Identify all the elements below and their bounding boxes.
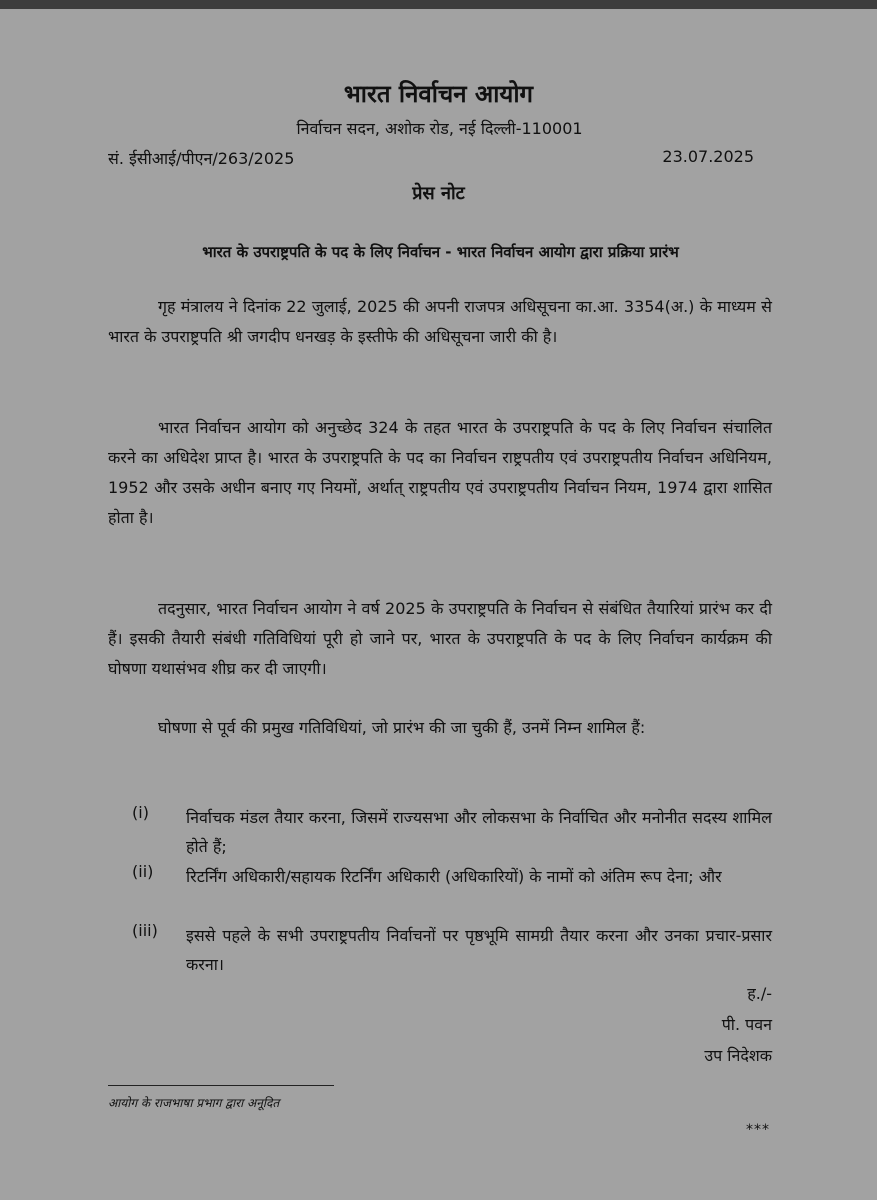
list-item-text: इससे पहले के सभी उपराष्ट्रपतीय निर्वाचनों पर पृष्ठभूमि सामग्री तैयार करना और उनका प्रचार-प्रसार करना। xyxy=(186,926,772,974)
list-item-text: रिटर्निंग अधिकारी/सहायक रिटर्निंग अधिकारी (अधिकारियों) के नामों को अंतिम रूप देना; और xyxy=(186,867,722,886)
signatory-name: पी. पवन xyxy=(721,1015,772,1034)
signatory-designation: उप निदेशक xyxy=(704,1046,772,1065)
reference-number: सं. ईसीआई/पीएन/263/2025 xyxy=(108,149,295,168)
office-address: निर्वाचन सदन, अशोक रोड, नई दिल्ली-110001 xyxy=(296,119,583,138)
subject-line: भारत के उपराष्ट्रपति के पद के लिए निर्वाचन - भारत निर्वाचन आयोग द्वारा प्रक्रिया प्रारंभ xyxy=(202,243,679,261)
document-page xyxy=(0,9,877,1200)
end-mark: *** xyxy=(746,1122,770,1138)
document-date: 23.07.2025 xyxy=(662,147,754,166)
list-item-number: (iii) xyxy=(132,921,158,940)
paragraph-3: तदनुसार, भारत निर्वाचन आयोग ने वर्ष 2025 के उपराष्ट्रपति के निर्वाचन से संबंधित तैयारियां प्रारंभ कर दी हैं। इसकी तैयारी संबंधी गतिविधियां पूरी हो जाने पर, भारत के उपराष्ट्रपति के पद के लिए निर्वाचन कार्यक्रम की घोषणा यथासंभव शीघ्र कर दी जाएगी। xyxy=(108,599,772,678)
signature-mark: ह./- xyxy=(747,984,772,1003)
document-title: भारत निर्वाचन आयोग xyxy=(343,80,534,108)
paragraph-4: घोषणा से पूर्व की प्रमुख गतिविधियां, जो प्रारंभ की जा चुकी हैं, उनमें निम्न शामिल हैं: xyxy=(158,718,646,737)
paragraph-2: भारत निर्वाचन आयोग को अनुच्छेद 324 के तहत भारत के उपराष्ट्रपति के पद के लिए निर्वाचन संचालित करने का अधिदेश प्राप्त है। भारत के उपराष्ट्रपति के पद का निर्वाचन राष्ट्रपतीय एवं उपराष्ट्रपतीय निर्वाचन अधिनियम, 1952 और उसके अधीन बनाए गए नियमों, अर्थात् राष्ट्रपतीय एवं उपराष्ट्रपतीय निर्वाचन नियम, 1974 द्वारा शासित होता है। xyxy=(108,418,772,527)
paragraph-1: गृह मंत्रालय ने दिनांक 22 जुलाई, 2025 की अपनी राजपत्र अधिसूचना का.आ. 3354(अ.) के माध्यम से भारत के उपराष्ट्रपति श्री जगदीप धनखड़ के इस्तीफे की अधिसूचना जारी की है। xyxy=(108,297,772,346)
press-note-heading: प्रेस नोट xyxy=(412,183,465,204)
top-bar xyxy=(0,0,877,9)
translation-footnote: आयोग के राजभाषा प्रभाग द्वारा अनूदित xyxy=(108,1096,280,1110)
list-item-number: (ii) xyxy=(132,862,154,881)
footnote-divider xyxy=(108,1085,334,1086)
list-item-text: निर्वाचक मंडल तैयार करना, जिसमें राज्यसभा और लोकसभा के निर्वाचित और मनोनीत सदस्य शामिल होते हैं; xyxy=(186,808,772,856)
list-item-number: (i) xyxy=(132,803,149,822)
